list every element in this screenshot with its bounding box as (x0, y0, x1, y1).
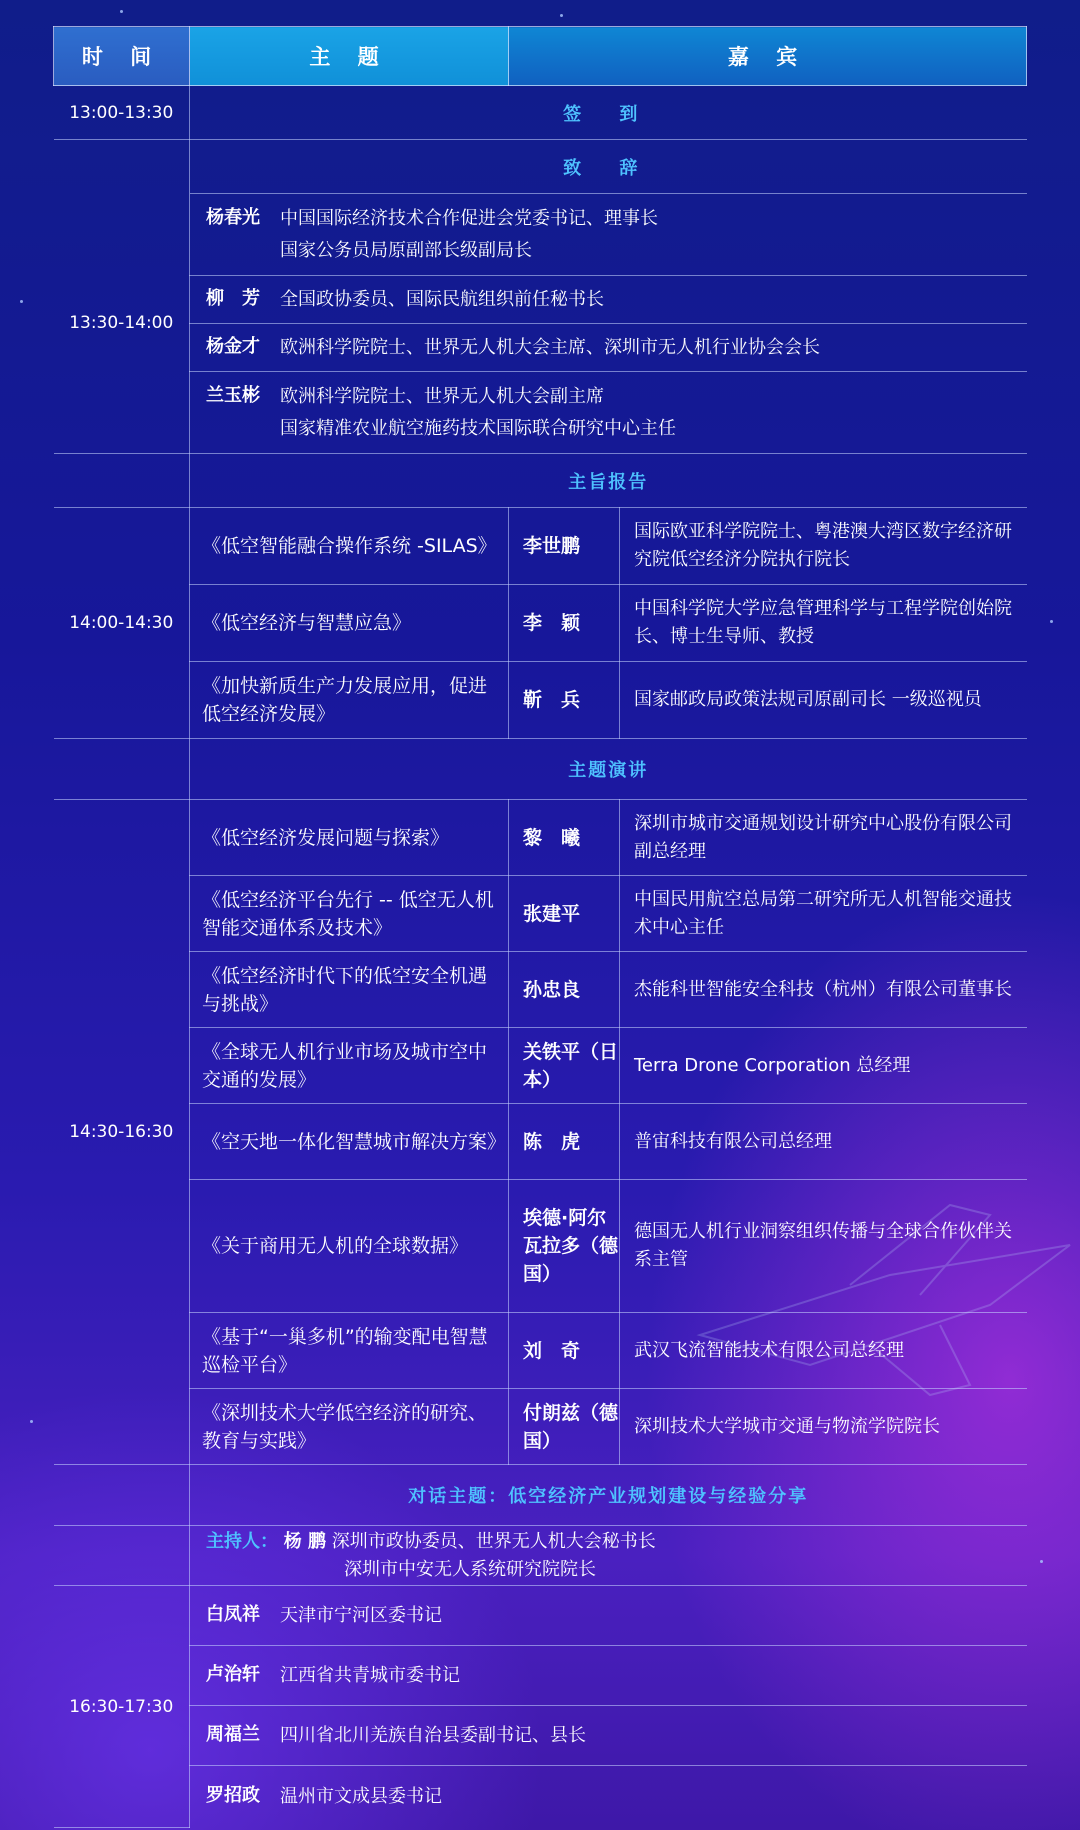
speech-row (54, 876, 1027, 952)
panelist-row (54, 1766, 1027, 1828)
star-dot (30, 1420, 33, 1423)
star-dot (560, 14, 563, 17)
table-header (54, 27, 1027, 86)
star-dot (1050, 620, 1053, 623)
speech-row (54, 1313, 1027, 1389)
header-guest: 嘉 宾 (509, 27, 1027, 86)
panelist-row (54, 1646, 1027, 1706)
schedule-table (53, 26, 1027, 1828)
topic-cell: 《深圳技术大学低空经济的研究、教育与实践》 (190, 1389, 509, 1465)
section-label: 对话主题：低空经济产业规划建设与经验分享 (190, 1465, 1027, 1526)
topic-cell: 《加快新质生产力发展应用，促进低空经济发展》 (190, 662, 509, 739)
guest-name: 埃德·阿尔瓦拉多（德国） (509, 1180, 620, 1313)
speaker-name: 杨春光 (206, 206, 260, 228)
header-topic: 主 题 (190, 27, 509, 86)
guest-name: 关铁平（日本） (509, 1028, 620, 1104)
keynote-header-row (54, 454, 1027, 508)
speaker-name: 兰玉彬 (206, 384, 260, 406)
speaker-row (54, 372, 1027, 454)
keynote-row (54, 508, 1027, 585)
guest-desc: 普宙科技有限公司总经理 (620, 1104, 1027, 1180)
guest-name: 张建平 (509, 876, 620, 952)
guest-name: 孙忠良 (509, 952, 620, 1028)
topic-cell: 《全球无人机行业市场及城市空中交通的发展》 (190, 1028, 509, 1104)
guest-desc: 杰能科世智能安全科技（杭州）有限公司董事长 (620, 952, 1027, 1028)
header-time: 时 间 (54, 27, 190, 86)
guest-desc: 中国科学院大学应急管理科学与工程学院创始院长、博士生导师、教授 (620, 585, 1027, 662)
speeches-header-row (54, 739, 1027, 800)
speech-row (54, 1104, 1027, 1180)
host-title: 深圳市中安无人系统研究院院长 (344, 1558, 596, 1580)
time-cell: 14:00-14:30 (54, 508, 190, 739)
star-dot (20, 300, 23, 303)
speaker-row (54, 324, 1027, 372)
guest-name: 李 颖 (509, 585, 620, 662)
speaker-row (54, 276, 1027, 324)
topic-cell: 《低空智能融合操作系统 -SILAS》 (190, 508, 509, 585)
guest-desc: 德国无人机行业洞察组织传播与全球合作伙伴关系主管 (620, 1180, 1027, 1313)
star-dot (120, 10, 123, 13)
speaker-row (54, 194, 1027, 276)
host-title: 深圳市政协委员、世界无人机大会秘书长 (331, 1530, 656, 1552)
guest-desc: 深圳市城市交通规划设计研究中心股份有限公司副总经理 (620, 800, 1027, 876)
welcome-header-row (54, 140, 1027, 194)
host-label: 主持人： (206, 1530, 278, 1552)
speaker-name: 杨金才 (206, 335, 260, 357)
guest-desc: 国际欧亚科学院院士、粤港澳大湾区数字经济研究院低空经济分院执行院长 (620, 508, 1027, 585)
guest-desc: Terra Drone Corporation 总经理 (620, 1028, 1027, 1104)
speaker-title: 全国政协委员、国际民航组织前任秘书长 (280, 288, 604, 310)
panelist-row (54, 1706, 1027, 1766)
panelist-title: 四川省北川羌族自治县委副书记、县长 (280, 1724, 586, 1746)
speaker-title: 欧洲科学院院士、世界无人机大会副主席 (280, 385, 604, 407)
topic-cell: 《关于商用无人机的全球数据》 (190, 1180, 509, 1313)
time-cell: 14:30-16:30 (54, 800, 190, 1465)
guest-desc: 武汉飞流智能技术有限公司总经理 (620, 1313, 1027, 1389)
host-row (54, 1526, 1027, 1586)
panelist-name: 白凤祥 (206, 1603, 260, 1625)
panelist-title: 天津市宁河区委书记 (280, 1604, 442, 1626)
guest-name: 黎 曦 (509, 800, 620, 876)
star-dot (1040, 1560, 1043, 1563)
panelist-title: 温州市文成县委书记 (280, 1785, 442, 1807)
time-cell: 13:30-14:00 (54, 194, 190, 454)
section-label: 主题演讲 (190, 739, 1027, 800)
guest-name: 刘 奇 (509, 1313, 620, 1389)
topic-cell: 《低空经济时代下的低空安全机遇与挑战》 (190, 952, 509, 1028)
signin-row (54, 86, 1027, 140)
guest-name: 付朗兹（德国） (509, 1389, 620, 1465)
speaker-title: 欧洲科学院院士、世界无人机大会主席、深圳市无人机行业协会会长 (280, 336, 820, 358)
time-cell: 16:30-17:30 (54, 1586, 190, 1828)
speech-row (54, 1389, 1027, 1465)
panelist-name: 周福兰 (206, 1723, 260, 1745)
panelist-title: 江西省共青城市委书记 (280, 1664, 460, 1686)
guest-name: 李世鹏 (509, 508, 620, 585)
speaker-title: 国家精准农业航空施药技术国际联合研究中心主任 (280, 417, 676, 439)
speech-row (54, 1028, 1027, 1104)
guest-name: 靳 兵 (509, 662, 620, 739)
time-cell: 13:00-13:30 (54, 86, 190, 140)
topic-cell: 《低空经济平台先行 -- 低空无人机智能交通体系及技术》 (190, 876, 509, 952)
topic-cell: 《空天地一体化智慧城市解决方案》 (190, 1104, 509, 1180)
guest-desc: 深圳技术大学城市交通与物流学院院长 (620, 1389, 1027, 1465)
guest-desc: 国家邮政局政策法规司原副司长 一级巡视员 (620, 662, 1027, 739)
guest-desc: 中国民用航空总局第二研究所无人机智能交通技术中心主任 (620, 876, 1027, 952)
speech-row (54, 1180, 1027, 1313)
host-name: 杨 鹏 (283, 1530, 327, 1552)
topic-cell: 《基于“一巢多机”的输变配电智慧巡检平台》 (190, 1313, 509, 1389)
speaker-name: 柳 芳 (206, 287, 260, 309)
keynote-row (54, 662, 1027, 739)
panelist-name: 卢治轩 (206, 1663, 260, 1685)
speech-row (54, 800, 1027, 876)
topic-cell: 《低空经济与智慧应急》 (190, 585, 509, 662)
keynote-row (54, 585, 1027, 662)
dialogue-header-row (54, 1465, 1027, 1526)
speaker-title: 国家公务员局原副部长级副局长 (280, 239, 532, 261)
speaker-title: 中国国际经济技术合作促进会党委书记、理事长 (280, 207, 658, 229)
speech-row (54, 952, 1027, 1028)
section-label: 签 到 (190, 86, 1027, 140)
panelist-name: 罗招政 (206, 1784, 260, 1806)
panelist-row (54, 1586, 1027, 1646)
guest-name: 陈 虎 (509, 1104, 620, 1180)
section-label: 致 辞 (190, 140, 1027, 194)
topic-cell: 《低空经济发展问题与探索》 (190, 800, 509, 876)
section-label: 主旨报告 (190, 454, 1027, 508)
